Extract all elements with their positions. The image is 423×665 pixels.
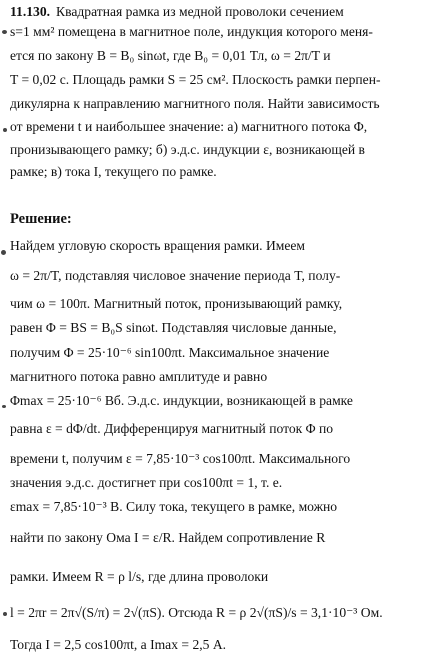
problem-line-4: T = 0,02 с. Площадь рамки S = 25 см². Плоскость рамки перпен- xyxy=(10,72,381,87)
scan-speck xyxy=(3,612,7,616)
solution-line-10: значения э.д.с. достигнет при cos100πt = 1, т. е. xyxy=(10,475,283,490)
problem-line-1 xyxy=(10,4,413,21)
solution-line-6: магнитного потока равно амплитуде и равно xyxy=(10,369,268,384)
problem-line-8: рамке; в) тока I, текущего по рамке. xyxy=(10,164,217,179)
problem-line-6: от времени t и наибольшее значение: а) магнитного потока Φ, xyxy=(10,119,368,134)
solution-line-1: Найдем угловую скорость вращения рамки. Имеем xyxy=(10,238,306,253)
solution-line-15: Тогда I = 2,5 cos100πt, а Imax = 2,5 А. xyxy=(10,637,227,652)
problem-line-7: пронизывающего рамку; б) э.д.с. индукции ε, возникающей в xyxy=(10,142,365,157)
solution-line-12: найти по закону Ома I = ε/R. Найдем сопротивление R xyxy=(10,530,326,545)
scan-speck xyxy=(2,405,6,408)
scan-speck xyxy=(3,128,7,132)
problem-line-3: ется по закону B = B₀ sinωt, где B₀ = 0,01 Тл, ω = 2π/T и xyxy=(10,48,331,63)
scan-speck xyxy=(1,250,6,255)
solution-heading: Решение: xyxy=(10,211,72,227)
solution-line-13: рамки. Имеем R = ρ l/s, где длина проволоки xyxy=(10,569,269,584)
problem-line-5: дикулярна к направлению магнитного поля. Найти зависимость xyxy=(10,96,380,111)
solution-line-7: Φmax = 25·10⁻⁶ Вб. Э.д.с. индукции, возникающей в рамке xyxy=(10,393,353,408)
solution-line-3: чим ω = 100π. Магнитный поток, пронизывающий рамку, xyxy=(10,296,343,311)
solution-line-9: времени t, получим ε = 7,85·10⁻³ cos100πt. Максимального xyxy=(10,451,351,466)
problem-number: 11.130. xyxy=(10,4,51,19)
scan-speck xyxy=(2,30,7,34)
solution-line-4: равен Φ = BS = B₀S sinωt. Подставляя числовые данные, xyxy=(10,320,337,335)
solution-line-8: равна ε = dΦ/dt. Дифференцируя магнитный поток Φ по xyxy=(10,421,334,436)
problem-line-2: s=1 мм² помещена в магнитное поле, индукция которого меня- xyxy=(10,24,373,39)
solution-line-5: получим Φ = 25·10⁻⁶ sin100πt. Максимальное значение xyxy=(10,345,330,360)
solution-line-2: ω = 2π/T, подставляя числовое значение периода T, полу- xyxy=(10,268,341,283)
problem-text-line: Квадратная рамка из медной проволоки сечением xyxy=(56,4,344,19)
solution-line-11: εmax = 7,85·10⁻³ В. Силу тока, текущего в рамке, можно xyxy=(10,499,338,514)
solution-line-14: l = 2πr = 2π√(S/π) = 2√(πS). Отсюда R = ρ 2√(πS)/s = 3,1·10⁻³ Ом. xyxy=(10,605,383,620)
